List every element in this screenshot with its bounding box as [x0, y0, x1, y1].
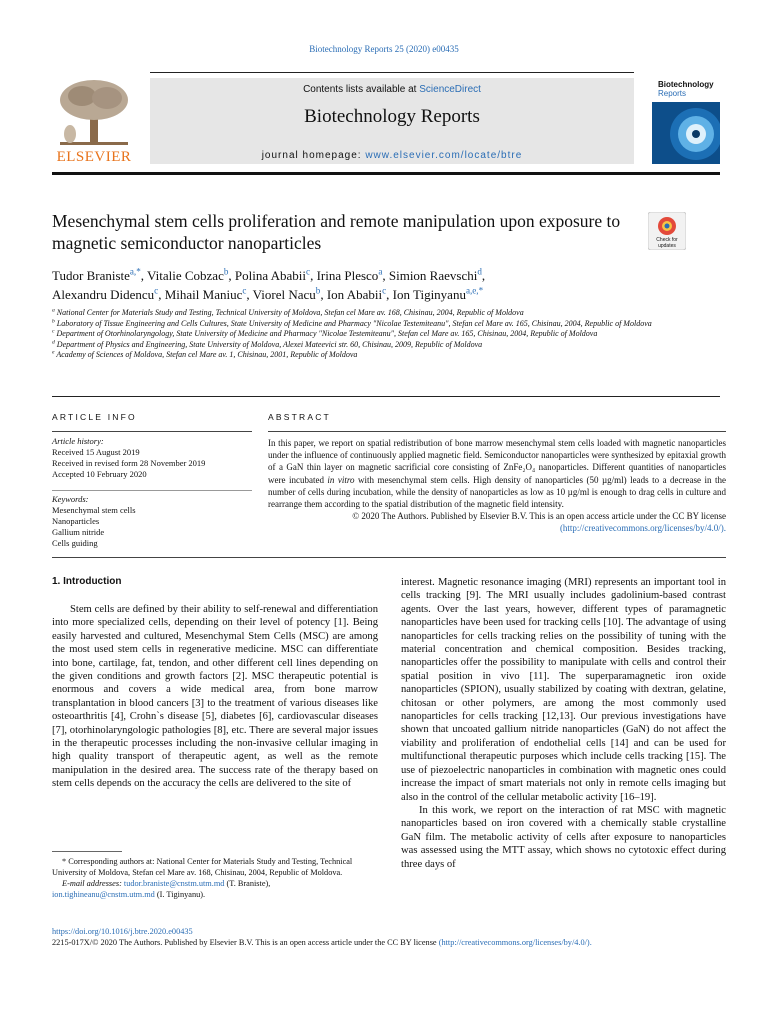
author-name[interactable]: Ion Ababii: [326, 287, 383, 302]
author-name[interactable]: Mihail Maniuc: [164, 287, 243, 302]
author-name[interactable]: Polina Ababii: [234, 268, 307, 283]
author-affiliation-mark[interactable]: a: [378, 266, 383, 277]
check-for-updates-badge[interactable]: [648, 212, 686, 250]
keywords-label: Keywords:: [52, 494, 89, 504]
abstract-rule: [268, 431, 726, 432]
contents-line: Contents lists available at ScienceDirect: [303, 84, 481, 95]
header-rule: [150, 72, 634, 73]
article-info-heading: ARTICLE INFO: [52, 412, 137, 422]
article-info-rule: [52, 431, 252, 432]
history-label: Article history:: [52, 436, 104, 446]
journal-cover-image: [652, 72, 720, 164]
author-name[interactable]: Irina Plesco: [316, 268, 379, 283]
corresponding-note: * Corresponding authors at: National Center for Materials Study and Testing, Technical University of Moldova, Stefan cel Mare av. 168, Chisinau, 2004, Republic of Moldova.: [52, 857, 353, 877]
affiliation-item: $^b$ Laboratory of Tissue Engineering and Cells Cultures, State University of Medicine and Pharmacy "Nicolae Testemiteanu", Stefan cel Mare av. 165, Chisinau, 2004, Republic of Moldova: [52, 317, 652, 328]
abstract-license: © 2020 The Authors. Published by Elsevier B.V. This is an open access article under the CC BY license (http://creativecommons.org/licenses/by/4.0/).: [352, 511, 726, 534]
introduction-heading: 1. Introduction: [52, 576, 122, 587]
affiliation-item: $^d$ Department of Physics and Engineering, State University of Moldova, Alexei Mateevici str. 60, Chisinau, 2009, Republic of Moldova: [52, 338, 483, 349]
abstract-heading: ABSTRACT: [268, 412, 331, 422]
issn-line: 2215-017X/© 2020 The Authors. Published by Elsevier B.V. This is an open access article under the CC BY license (http://creativecommons.org/licenses/by/4.0/).: [52, 938, 592, 947]
article-history: [52, 436, 252, 480]
cover-subtitle: Reports: [658, 89, 687, 98]
author-name[interactable]: Alexandru Didencu: [52, 287, 155, 302]
keywords-block: [52, 494, 252, 549]
affiliation-item: $^c$ Department of Otorhinolaryngology, State University of Medicine and Pharmacy "Nicolae Testemiteanu", Stefan cel Mare av. 165, Chisinau, 2004, Republic of Moldova: [52, 328, 598, 338]
abstract-bottom-rule: [52, 557, 726, 558]
author-affiliation-mark[interactable]: c: [382, 285, 387, 296]
received-date: Received 15 August 2019: [52, 447, 140, 457]
crossmark-label: Check for updates: [656, 237, 678, 249]
publisher-name: ELSEVIER: [56, 149, 132, 165]
footnote-rule: [52, 851, 122, 852]
keyword-item: Cells guiding: [52, 538, 98, 548]
journal-citation-line[interactable]: Biotechnology Reports 25 (2020) e00435: [309, 44, 459, 54]
affiliations: [52, 308, 682, 361]
intro-right-column: [401, 576, 726, 871]
author-affiliation-mark[interactable]: a,*: [129, 266, 141, 277]
keyword-item: Mesenchymal stem cells: [52, 505, 136, 515]
doi-link[interactable]: https://doi.org/10.1016/j.btre.2020.e00435: [52, 927, 193, 936]
affiliation-item: $^e$ Academy of Sciences of Moldova, Stefan cel Mare av. 1, Chisinau, 2001, Republic of Moldova: [52, 349, 358, 359]
homepage-link[interactable]: www.elsevier.com/locate/btre: [365, 150, 523, 161]
author-affiliation-mark[interactable]: d: [477, 266, 482, 277]
email-link-braniste[interactable]: tudor.braniste@cnstm.utm.md: [123, 879, 225, 888]
journal-header-box: [150, 78, 634, 164]
email-note: E-mail addresses: tudor.braniste@cnstm.utm.md (T. Braniste),: [62, 879, 271, 888]
revised-date: Received in revised form 28 November 2019: [52, 458, 206, 468]
footnotes: [52, 856, 382, 900]
author-name[interactable]: Vitalie Cobzac: [147, 268, 224, 283]
email-note-2: ion.tighineanu@cnstm.utm.md (I. Tiginyanu).: [52, 890, 206, 899]
author-affiliation-mark[interactable]: c: [306, 266, 311, 277]
author-affiliation-mark[interactable]: b: [315, 285, 321, 296]
author-name[interactable]: Viorel Nacu: [252, 287, 316, 302]
journal-title: Biotechnology Reports: [304, 106, 480, 127]
author-name[interactable]: Tudor Braniste: [52, 268, 130, 283]
sciencedirect-link[interactable]: ScienceDirect: [419, 84, 481, 95]
author-affiliation-mark[interactable]: b: [223, 266, 229, 277]
journal-homepage: journal homepage: www.elsevier.com/locate/btre: [261, 150, 523, 161]
accepted-date: Accepted 10 February 2020: [52, 469, 147, 479]
author-name[interactable]: Simion Raevschi: [388, 268, 478, 283]
affiliation-item: $^a$ National Center for Materials Study and Testing, Technical University of Moldova, Stefan cel Mare av. 168, Chisinau, 2004, Republic of Moldova: [52, 307, 524, 317]
author-affiliation-mark[interactable]: c: [242, 285, 247, 296]
keyword-item: Gallium nitride: [52, 527, 105, 537]
license-link[interactable]: (http://creativecommons.org/licenses/by/4.0/).: [559, 523, 726, 534]
intro-right-paragraph-2: In this work, we report on the interaction of rat MSC with magnetic nanoparticles based on iron covered with a chemically stable crystalline GaN film. The metabolic activity of cells after exposure to nanoparticles was assessed using the MTT assay, which shows no cytotoxic effect during three days of: [401, 804, 726, 870]
author-list: Tudor Braniste$^{a,*}$, Vitalie Cobzac$^b$, Polina Ababii$^c$, Irina Plesco$^a$, Simion Raevschi$^d$, Alexandru Didencu$^c$, Mihail Maniuc$^c$, Viorel Nacu$^b$, Ion Ababii$^c$, Ion Tiginyanu$^{a,e,*}$: [52, 266, 486, 302]
issn-license-link[interactable]: (http://creativecommons.org/licenses/by/4.0/).: [438, 938, 592, 947]
intro-left-column: Stem cells are defined by their ability to self-renewal and differentiation into more specialized cells, depending on their level of potency [1]. Being easily harvested and cultured, Mesenchymal Stem Cells (MSC) are among the most used stem cells in regenerative medicine. MSC can differentiate into bone, cartilage, fat, tendon, and other different cell lines depending on the given conditions and growth factors [2]. MSC therapeutic potential is enormous and covers a wide medical area, from bone marrow transplantation in blood cancers [3] to the treatment of various diseases like osteoarthritis [4], Crohn`s disease [5], diabetes [6], cardiovascular diseases [7], otorhinolaryngologic pathologies [8], etc. There are several major issues in the therapeutic processes including the non-invasive cellular imaging in high quality transport of therapeutic agent, as well as the remote manipulation in the desired area. The success rate of the therapy based on stem cells depends on the accuracy the cells are delivered to the site of: [52, 604, 378, 790]
abstract-text: In this paper, we report on spatial redistribution of bone marrow mesenchymal stem cells loaded with magnetic nanoparticles under the influence of continuously applied magnetic field. Semiconductor nanoparticles were synthesized by epitaxial growth of a GaN thin layer on magnetic sacrificial core consisting of ZnFe₂O₄ nanoparticles. Different quantities of nanoparticles were incubated in vitro with mesenchymal stem cells. High density of nanoparticles (50 µg/ml) leads to a decrease in the number of cells during incubation, while the density of nanoparticles as low as 10 µg/ml is enough to drag cells in culture and rearrange them according to the spatial distribution of the magnetic field intensity. © 2020 The Authors. Published by Elsevier B.V. This is an open access article under the CC BY license (http://creativecommons.org/licenses/by/4.0/).: [268, 438, 726, 534]
author-affiliation-mark[interactable]: a,e,*: [465, 285, 484, 296]
keyword-item: Nanoparticles: [52, 516, 100, 526]
email-link-tiginyanu[interactable]: ion.tighineanu@cnstm.utm.md: [52, 890, 155, 899]
header-thick-rule: [52, 172, 720, 175]
intro-right-paragraph-1: interest. Magnetic resonance imaging (MRI) represents an important tool in cells tracking [9]. The MRI usually includes gadolinium-based contrast agents. Over the last years, however, different types of paramagnetic nanoparticles have been used for tracking cells [10]. The advantage of using nanoparticles for cells tracking relies on the possibility of tuning with the material concentration and chemical composition. Besides tracking, nanoparticles offer the possibility to manipulate with cells and control their spatial position in vivo [11]. The superparamagnetic iron oxide nanoparticles (SPION), usually stabilized by coating with dextran, gelatine, chitosan or other polymers, are among the most commonly used nanoparticles for cells tracking [12,13]. Our previous investigations have shown that uncoated gallium nitride nanoparticles (GaN) do not affect the viability and proliferation of endothelial cells [14] and can be used for multifunctional therapeutic purposes which include cells tracking [15]. The use of piezoelectric nanoparticles in combination with magnetic ones could increase the impact of smart materials not only in remote cells imaging but also in the control of the cellular metabolic activity [16–19].: [401, 577, 726, 803]
keywords-rule: [52, 490, 252, 491]
article-title: Mesenchymal stem cells proliferation and remote manipulation upon exposure to magnetic semiconductor nanoparticles: [52, 211, 621, 253]
author-name[interactable]: Ion Tiginyanu: [392, 287, 466, 302]
section-rule: [52, 396, 720, 397]
cover-title: Biotechnology: [658, 80, 714, 89]
author-affiliation-mark[interactable]: c: [154, 285, 159, 296]
